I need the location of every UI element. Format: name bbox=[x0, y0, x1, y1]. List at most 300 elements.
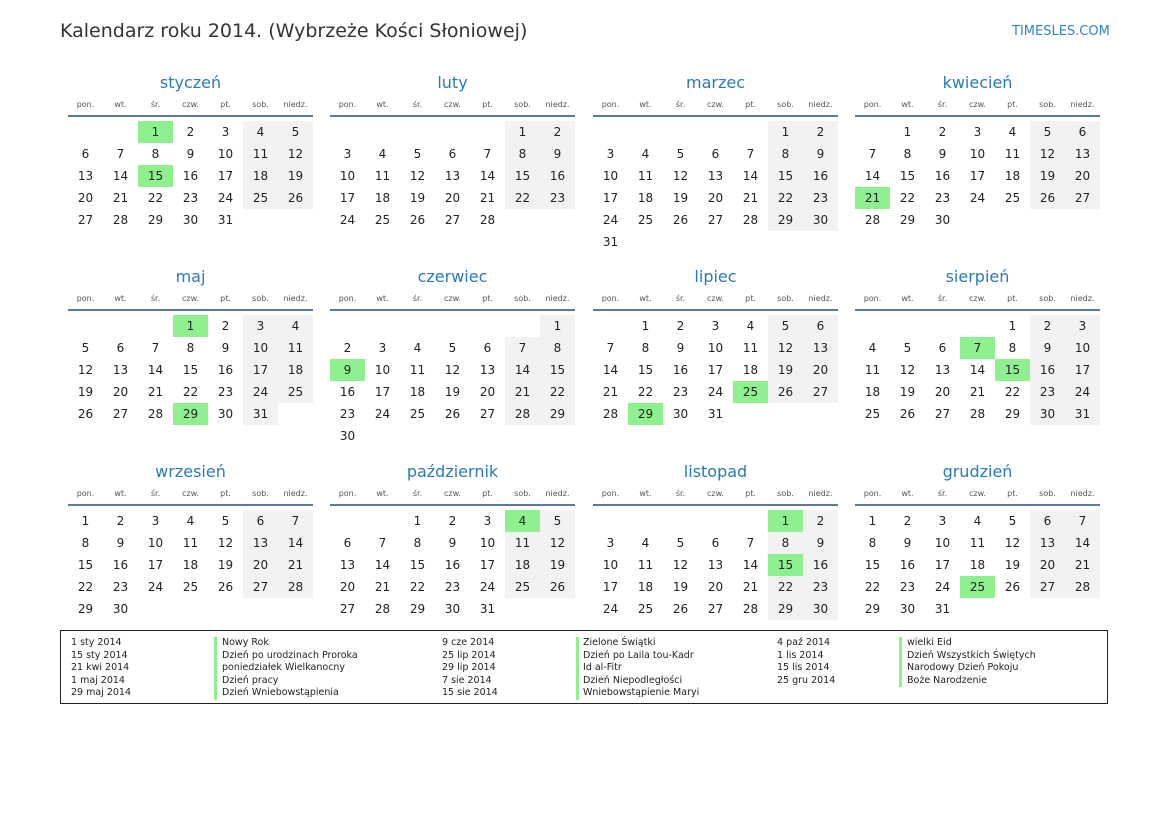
day-cell: 22 bbox=[899, 191, 916, 205]
month-name: grudzień bbox=[942, 462, 1013, 481]
day-cell: 11 bbox=[278, 337, 313, 359]
day-cell: 20 bbox=[444, 191, 461, 205]
weekday-label: śr. bbox=[150, 294, 161, 303]
day-cell: 14 bbox=[147, 363, 164, 377]
day-cell: 26 bbox=[540, 576, 575, 598]
day-cell: 28 bbox=[742, 213, 759, 227]
day-cell: 2 bbox=[448, 514, 457, 528]
day-cell: 1 bbox=[1008, 319, 1017, 333]
day-cell: 15 bbox=[77, 558, 94, 572]
day-cell: 9 bbox=[903, 536, 912, 550]
day-cell: 10 bbox=[969, 147, 986, 161]
day-cell: 7 bbox=[505, 337, 540, 359]
day-cell: 18 bbox=[637, 580, 654, 594]
day-cell: 19 bbox=[409, 191, 426, 205]
day-cell: 27 bbox=[803, 381, 838, 403]
day-cell: 25 bbox=[278, 381, 313, 403]
day-cell: 12 bbox=[77, 363, 94, 377]
day-cell: 29 bbox=[768, 209, 803, 231]
legend-date: 21 kwi 2014 bbox=[71, 662, 130, 673]
weekday-label: pon. bbox=[863, 489, 882, 498]
day-cell: 10 bbox=[707, 341, 724, 355]
day-cell: 30 bbox=[444, 602, 461, 616]
day-cell: 28 bbox=[479, 213, 496, 227]
day-cell: 17 bbox=[969, 169, 986, 183]
weekday-label: sob. bbox=[777, 294, 794, 303]
day-cell: 12 bbox=[1004, 536, 1021, 550]
day-cell: 11 bbox=[374, 169, 391, 183]
day-cell: 19 bbox=[672, 191, 689, 205]
day-cell: 22 bbox=[768, 187, 803, 209]
day-cell: 25 bbox=[182, 580, 199, 594]
day-cell: 2 bbox=[540, 121, 575, 143]
day-cell: 21 bbox=[742, 191, 759, 205]
weekday-label: czw. bbox=[444, 489, 461, 498]
weekday-label: wt. bbox=[639, 294, 652, 303]
legend-date: 1 maj 2014 bbox=[71, 674, 125, 686]
day-cell: 11 bbox=[409, 363, 426, 377]
day-cell: 6 bbox=[343, 536, 352, 550]
day-cell: 13 bbox=[1030, 532, 1065, 554]
day-cell: 19 bbox=[672, 580, 689, 594]
day-cell: 20 bbox=[112, 385, 129, 399]
weekday-label: pon. bbox=[863, 294, 882, 303]
day-cell: 27 bbox=[707, 213, 724, 227]
day-cell: 7 bbox=[378, 536, 387, 550]
day-cell: 5 bbox=[221, 514, 230, 528]
day-cell: 14 bbox=[742, 558, 759, 572]
day-cell: 21 bbox=[742, 580, 759, 594]
day-cell: 14 bbox=[374, 558, 391, 572]
day-cell: 9 bbox=[221, 341, 230, 355]
day-cell: 24 bbox=[374, 407, 391, 421]
day-cell: 31 bbox=[1065, 403, 1100, 425]
day-cell: 19 bbox=[77, 385, 94, 399]
day-cell: 16 bbox=[540, 165, 575, 187]
legend-dates-column bbox=[442, 637, 498, 700]
legend-color-bar bbox=[214, 637, 217, 700]
day-cell: 21 bbox=[278, 554, 313, 576]
day-cell: 29 bbox=[77, 602, 94, 616]
legend-holiday-name: Narodowy Dzień Pokoju bbox=[907, 662, 1019, 673]
day-cell: 18 bbox=[637, 191, 654, 205]
weekday-label: niedz. bbox=[545, 489, 570, 498]
day-cell: 4 bbox=[186, 514, 195, 528]
legend-holiday-name: Id al-Fitr bbox=[583, 662, 622, 673]
weekday-label: pt. bbox=[1007, 100, 1018, 109]
weekday-label: śr. bbox=[937, 489, 948, 498]
day-cell: 26 bbox=[672, 213, 689, 227]
weekday-label: czw. bbox=[707, 489, 724, 498]
day-cell: 6 bbox=[803, 315, 838, 337]
day-cell: 14 bbox=[1065, 532, 1100, 554]
day-cell: 16 bbox=[444, 558, 461, 572]
day-cell: 11 bbox=[182, 536, 199, 550]
day-cell: 14 bbox=[112, 169, 129, 183]
month-name: czerwiec bbox=[417, 267, 488, 286]
day-cell: 3 bbox=[378, 341, 387, 355]
legend-date: 1 lis 2014 bbox=[777, 649, 824, 661]
day-cell: 18 bbox=[742, 363, 759, 377]
weekday-label: pon. bbox=[601, 294, 620, 303]
weekday-label: czw. bbox=[707, 294, 724, 303]
weekday-label: sob. bbox=[252, 294, 269, 303]
legend-names-column bbox=[907, 637, 1036, 687]
day-cell: 15 bbox=[505, 165, 540, 187]
weekday-label: pt. bbox=[745, 294, 756, 303]
weekday-label: śr. bbox=[150, 489, 161, 498]
day-cell: 1 bbox=[505, 121, 540, 143]
day-cell: 10 bbox=[602, 169, 619, 183]
day-cell: 5 bbox=[676, 147, 685, 161]
weekday-label: sob. bbox=[514, 294, 531, 303]
day-cell: 2 bbox=[1030, 315, 1065, 337]
day-cell: 29 bbox=[864, 602, 881, 616]
day-cell: 27 bbox=[707, 602, 724, 616]
day-cell: 11 bbox=[637, 558, 654, 572]
day-cell: 14 bbox=[864, 169, 881, 183]
day-cell: 23 bbox=[672, 385, 689, 399]
weekday-label: pt. bbox=[482, 294, 493, 303]
day-cell: 22 bbox=[182, 385, 199, 399]
legend-holiday-name: Dzień Wszystkich Świętych bbox=[907, 649, 1036, 661]
weekday-label: pon. bbox=[601, 100, 620, 109]
day-cell: 11 bbox=[742, 341, 759, 355]
day-cell: 16 bbox=[803, 165, 838, 187]
month-divider bbox=[330, 115, 575, 117]
weekday-label: niedz. bbox=[808, 489, 833, 498]
weekday-label: wt. bbox=[114, 100, 127, 109]
weekday-label: wt. bbox=[901, 294, 914, 303]
day-cell: 22 bbox=[864, 580, 881, 594]
day-cell: 8 bbox=[413, 536, 422, 550]
day-cell: 18 bbox=[1004, 169, 1021, 183]
holiday-day-cell: 29 bbox=[628, 403, 663, 425]
day-cell: 26 bbox=[672, 602, 689, 616]
day-cell: 17 bbox=[217, 169, 234, 183]
legend-holiday-name: Dzień pracy bbox=[222, 674, 279, 686]
day-cell: 8 bbox=[768, 532, 803, 554]
day-cell: 4 bbox=[868, 341, 877, 355]
day-cell: 24 bbox=[969, 191, 986, 205]
day-cell: 2 bbox=[116, 514, 125, 528]
day-cell: 11 bbox=[243, 143, 278, 165]
day-cell: 2 bbox=[903, 514, 912, 528]
legend-date: 15 sty 2014 bbox=[71, 649, 128, 661]
day-cell: 4 bbox=[278, 315, 313, 337]
legend-date: 4 paź 2014 bbox=[777, 637, 831, 648]
day-cell: 31 bbox=[479, 602, 496, 616]
weekday-label: pon. bbox=[338, 489, 357, 498]
day-cell: 11 bbox=[969, 536, 986, 550]
day-cell: 14 bbox=[505, 359, 540, 381]
day-cell: 5 bbox=[1030, 121, 1065, 143]
legend-holiday-name: Dzień Niepodległości bbox=[583, 674, 683, 686]
day-cell: 18 bbox=[182, 558, 199, 572]
weekday-label: pon. bbox=[863, 100, 882, 109]
day-cell: 18 bbox=[969, 558, 986, 572]
day-cell: 19 bbox=[1004, 558, 1021, 572]
holiday-day-cell: 7 bbox=[960, 337, 995, 359]
weekday-label: pt. bbox=[220, 489, 231, 498]
day-cell: 30 bbox=[1030, 403, 1065, 425]
month-name: marzec bbox=[685, 73, 745, 92]
month-divider bbox=[330, 504, 575, 506]
legend-date: 7 sie 2014 bbox=[442, 674, 492, 686]
weekday-label: czw. bbox=[969, 100, 986, 109]
weekday-label: niedz. bbox=[283, 489, 308, 498]
day-cell: 8 bbox=[540, 337, 575, 359]
weekday-label: czw. bbox=[969, 294, 986, 303]
day-cell: 2 bbox=[221, 319, 230, 333]
holiday-day-cell: 15 bbox=[138, 165, 173, 187]
day-cell: 2 bbox=[803, 510, 838, 532]
day-cell: 23 bbox=[803, 187, 838, 209]
day-cell: 9 bbox=[116, 536, 125, 550]
weekday-label: niedz. bbox=[283, 294, 308, 303]
day-cell: 27 bbox=[243, 576, 278, 598]
page-title: Kalendarz roku 2014. (Wybrzeże Kości Słoniowej) bbox=[60, 20, 528, 42]
weekday-label: wt. bbox=[114, 294, 127, 303]
day-cell: 31 bbox=[602, 235, 619, 249]
day-cell: 18 bbox=[409, 385, 426, 399]
month-name: listopad bbox=[683, 462, 748, 481]
day-cell: 26 bbox=[278, 187, 313, 209]
day-cell: 30 bbox=[803, 209, 838, 231]
day-cell: 13 bbox=[1065, 143, 1100, 165]
day-cell: 8 bbox=[641, 341, 650, 355]
day-cell: 26 bbox=[217, 580, 234, 594]
month-name: październik bbox=[406, 462, 499, 481]
day-cell: 21 bbox=[112, 191, 129, 205]
day-cell: 3 bbox=[1065, 315, 1100, 337]
day-cell: 9 bbox=[448, 536, 457, 550]
day-cell: 16 bbox=[803, 554, 838, 576]
day-cell: 4 bbox=[641, 147, 650, 161]
day-cell: 18 bbox=[243, 165, 278, 187]
day-cell: 23 bbox=[540, 187, 575, 209]
day-cell: 10 bbox=[479, 536, 496, 550]
day-cell: 13 bbox=[934, 363, 951, 377]
day-cell: 2 bbox=[938, 125, 947, 139]
day-cell: 1 bbox=[768, 121, 803, 143]
weekday-label: pon. bbox=[601, 489, 620, 498]
day-cell: 6 bbox=[1065, 121, 1100, 143]
weekday-label: sob. bbox=[1039, 294, 1056, 303]
day-cell: 12 bbox=[768, 337, 803, 359]
day-cell: 15 bbox=[899, 169, 916, 183]
day-cell: 24 bbox=[602, 602, 619, 616]
day-cell: 6 bbox=[938, 341, 947, 355]
day-cell: 19 bbox=[444, 385, 461, 399]
day-cell: 3 bbox=[711, 319, 720, 333]
day-cell: 24 bbox=[707, 385, 724, 399]
day-cell: 6 bbox=[116, 341, 125, 355]
day-cell: 4 bbox=[746, 319, 755, 333]
day-cell: 22 bbox=[77, 580, 94, 594]
day-cell: 30 bbox=[217, 407, 234, 421]
day-cell: 8 bbox=[186, 341, 195, 355]
holiday-day-cell: 4 bbox=[505, 510, 540, 532]
day-cell: 13 bbox=[479, 363, 496, 377]
day-cell: 26 bbox=[899, 407, 916, 421]
weekday-label: wt. bbox=[376, 100, 389, 109]
day-cell: 16 bbox=[1030, 359, 1065, 381]
weekday-label: pt. bbox=[220, 294, 231, 303]
day-cell: 18 bbox=[505, 554, 540, 576]
holiday-day-cell: 25 bbox=[960, 576, 995, 598]
month-divider bbox=[68, 504, 313, 506]
day-cell: 2 bbox=[186, 125, 195, 139]
day-cell: 3 bbox=[343, 147, 352, 161]
day-cell: 16 bbox=[217, 363, 234, 377]
day-cell: 4 bbox=[243, 121, 278, 143]
day-cell: 8 bbox=[768, 143, 803, 165]
day-cell: 12 bbox=[899, 363, 916, 377]
day-cell: 7 bbox=[868, 147, 877, 161]
day-cell: 17 bbox=[339, 191, 356, 205]
weekday-label: sob. bbox=[252, 100, 269, 109]
day-cell: 16 bbox=[182, 169, 199, 183]
day-cell: 16 bbox=[339, 385, 356, 399]
day-cell: 1 bbox=[903, 125, 912, 139]
legend-holiday-name: Wniebowstąpienie Maryi bbox=[583, 687, 700, 698]
legend-holiday-name: Dzień po Laila tou-Kadr bbox=[583, 649, 694, 661]
day-cell: 12 bbox=[217, 536, 234, 550]
day-cell: 13 bbox=[112, 363, 129, 377]
day-cell: 4 bbox=[378, 147, 387, 161]
day-cell: 27 bbox=[444, 213, 461, 227]
weekday-label: pt. bbox=[745, 100, 756, 109]
day-cell: 19 bbox=[540, 554, 575, 576]
day-cell: 12 bbox=[672, 558, 689, 572]
weekday-label: śr. bbox=[412, 294, 423, 303]
day-cell: 21 bbox=[969, 385, 986, 399]
day-cell: 6 bbox=[448, 147, 457, 161]
weekday-label: sob. bbox=[514, 489, 531, 498]
day-cell: 19 bbox=[899, 385, 916, 399]
day-cell: 22 bbox=[505, 187, 540, 209]
weekday-label: sob. bbox=[1039, 100, 1056, 109]
day-cell: 14 bbox=[278, 532, 313, 554]
day-cell: 20 bbox=[707, 580, 724, 594]
legend-dates-column bbox=[71, 637, 131, 700]
day-cell: 5 bbox=[768, 315, 803, 337]
day-cell: 11 bbox=[637, 169, 654, 183]
day-cell: 24 bbox=[147, 580, 164, 594]
day-cell: 28 bbox=[147, 407, 164, 421]
day-cell: 9 bbox=[803, 532, 838, 554]
month-divider bbox=[855, 309, 1100, 311]
day-cell: 7 bbox=[746, 147, 755, 161]
weekday-label: pon. bbox=[76, 489, 95, 498]
day-cell: 28 bbox=[602, 407, 619, 421]
day-cell: 28 bbox=[374, 602, 391, 616]
day-cell: 27 bbox=[1065, 187, 1100, 209]
day-cell: 7 bbox=[116, 147, 125, 161]
weekday-label: wt. bbox=[901, 489, 914, 498]
day-cell: 9 bbox=[803, 143, 838, 165]
site-link[interactable]: TIMESLES.COM bbox=[1012, 24, 1110, 39]
day-cell: 12 bbox=[540, 532, 575, 554]
weekday-label: czw. bbox=[182, 294, 199, 303]
day-cell: 9 bbox=[1030, 337, 1065, 359]
day-cell: 1 bbox=[868, 514, 877, 528]
weekday-label: wt. bbox=[376, 294, 389, 303]
holiday-day-cell: 1 bbox=[138, 121, 173, 143]
day-cell: 17 bbox=[147, 558, 164, 572]
day-cell: 24 bbox=[602, 213, 619, 227]
day-cell: 28 bbox=[969, 407, 986, 421]
day-cell: 25 bbox=[637, 213, 654, 227]
day-cell: 10 bbox=[217, 147, 234, 161]
day-cell: 20 bbox=[803, 359, 838, 381]
day-cell: 20 bbox=[243, 554, 278, 576]
day-cell: 6 bbox=[1030, 510, 1065, 532]
holiday-day-cell: 1 bbox=[768, 510, 803, 532]
day-cell: 27 bbox=[339, 602, 356, 616]
day-cell: 7 bbox=[278, 510, 313, 532]
day-cell: 17 bbox=[479, 558, 496, 572]
legend-names-column bbox=[583, 637, 699, 700]
day-cell: 14 bbox=[479, 169, 496, 183]
day-cell: 25 bbox=[505, 576, 540, 598]
day-cell: 8 bbox=[903, 147, 912, 161]
day-cell: 16 bbox=[112, 558, 129, 572]
day-cell: 13 bbox=[243, 532, 278, 554]
day-cell: 24 bbox=[243, 381, 278, 403]
weekday-label: pon. bbox=[338, 294, 357, 303]
day-cell: 26 bbox=[768, 381, 803, 403]
day-cell: 20 bbox=[77, 191, 94, 205]
weekday-label: śr. bbox=[937, 294, 948, 303]
day-cell: 25 bbox=[1004, 191, 1021, 205]
month-name: luty bbox=[437, 73, 468, 92]
day-cell: 3 bbox=[973, 125, 982, 139]
weekday-label: pt. bbox=[220, 100, 231, 109]
day-cell: 5 bbox=[413, 147, 422, 161]
day-cell: 23 bbox=[112, 580, 129, 594]
day-cell: 5 bbox=[676, 536, 685, 550]
day-cell: 15 bbox=[768, 165, 803, 187]
weekday-label: niedz. bbox=[808, 100, 833, 109]
day-cell: 6 bbox=[711, 536, 720, 550]
day-cell: 7 bbox=[746, 536, 755, 550]
weekday-label: czw. bbox=[182, 100, 199, 109]
day-cell: 19 bbox=[768, 359, 803, 381]
day-cell: 15 bbox=[409, 558, 426, 572]
day-cell: 20 bbox=[1030, 554, 1065, 576]
legend-date: 25 lip 2014 bbox=[442, 649, 496, 661]
day-cell: 22 bbox=[540, 381, 575, 403]
legend-color-bar bbox=[576, 637, 579, 700]
day-cell: 14 bbox=[969, 363, 986, 377]
day-cell: 13 bbox=[707, 169, 724, 183]
day-cell: 12 bbox=[1030, 143, 1065, 165]
weekday-label: czw. bbox=[182, 489, 199, 498]
day-cell: 28 bbox=[742, 602, 759, 616]
day-cell: 30 bbox=[182, 213, 199, 227]
day-cell: 15 bbox=[637, 363, 654, 377]
day-cell: 10 bbox=[243, 337, 278, 359]
weekday-label: niedz. bbox=[545, 100, 570, 109]
day-cell: 25 bbox=[374, 213, 391, 227]
day-cell: 23 bbox=[934, 191, 951, 205]
month-name: styczeń bbox=[159, 73, 222, 92]
day-cell: 10 bbox=[934, 536, 951, 550]
day-cell: 17 bbox=[934, 558, 951, 572]
day-cell: 6 bbox=[483, 341, 492, 355]
